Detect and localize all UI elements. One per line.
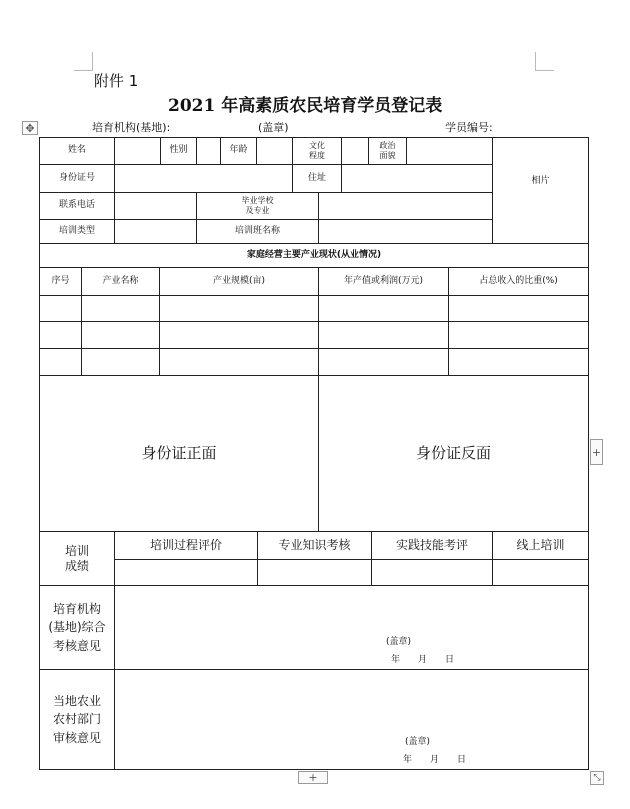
politics-field[interactable] bbox=[407, 138, 492, 164]
class-name-label: 培训班名称 bbox=[234, 225, 280, 236]
crop-mark-top-right-h bbox=[535, 70, 554, 71]
gender-label: 性别 bbox=[169, 145, 188, 156]
review-institution-date: 年 月 日 bbox=[391, 655, 455, 665]
phone-field[interactable] bbox=[115, 193, 196, 219]
name-field[interactable] bbox=[115, 138, 160, 164]
training-header-process: 培训过程评价 bbox=[149, 538, 222, 552]
crop-mark-top-left-h bbox=[74, 70, 93, 71]
phone-label: 联系电话 bbox=[58, 200, 95, 211]
plus-icon: + bbox=[591, 445, 602, 459]
org-label: 培育机构(基地): bbox=[92, 121, 171, 134]
photo-box: 相片 bbox=[531, 176, 550, 187]
move-icon: ✥ bbox=[25, 121, 35, 135]
review-agriculture-field[interactable] bbox=[115, 670, 588, 769]
review-agriculture-label: 当地农业 农村部门 审核意见 bbox=[52, 693, 101, 745]
id-number-field[interactable] bbox=[115, 165, 292, 192]
add-column-button[interactable] bbox=[590, 439, 603, 465]
training-type-label: 培训类型 bbox=[58, 225, 95, 236]
training-header-practice: 实践技能考评 bbox=[395, 538, 468, 552]
school-field[interactable] bbox=[319, 193, 492, 219]
add-row-button[interactable] bbox=[298, 771, 328, 784]
table-resize-handle[interactable] bbox=[590, 771, 604, 785]
training-header-online: 线上培训 bbox=[516, 538, 565, 552]
page-title: 2021 年高素质农民培育学员登记表 bbox=[168, 96, 443, 116]
address-label: 住址 bbox=[307, 172, 326, 183]
resize-icon: ⤡ bbox=[593, 772, 601, 783]
training-score-row[interactable] bbox=[115, 560, 588, 585]
industry-header-name: 产业名称 bbox=[102, 275, 139, 286]
politics-label: 政治 面貌 bbox=[379, 141, 396, 160]
review-institution-field[interactable] bbox=[115, 586, 588, 669]
education-field[interactable] bbox=[342, 138, 368, 164]
training-score-label: 培训 成绩 bbox=[64, 543, 89, 573]
training-header-knowledge: 专业知识考核 bbox=[278, 538, 351, 552]
id-number-label: 身份证号 bbox=[58, 172, 95, 183]
address-field[interactable] bbox=[342, 165, 492, 192]
industry-header-scale: 产业规模(亩) bbox=[212, 275, 266, 286]
name-label: 姓名 bbox=[67, 145, 86, 156]
table-row[interactable] bbox=[40, 349, 588, 375]
stamp-label: (盖章) bbox=[258, 121, 289, 134]
table-row[interactable] bbox=[40, 296, 588, 321]
crop-mark-top-right-v bbox=[535, 52, 536, 70]
education-label: 文化 程度 bbox=[309, 141, 325, 160]
review-institution-stamp: (盖章) bbox=[386, 637, 412, 647]
crop-mark-top-left-v bbox=[92, 52, 93, 70]
review-institution-label: 培育机构 (基地)综合 考核意见 bbox=[48, 601, 106, 653]
review-agriculture-stamp: (盖章) bbox=[405, 737, 431, 747]
industry-header-index: 序号 bbox=[51, 275, 70, 286]
plus-icon: + bbox=[308, 771, 318, 784]
gender-field[interactable] bbox=[197, 138, 220, 164]
industry-header-output: 年产值或利润(万元) bbox=[343, 275, 424, 286]
student-no-label: 学员编号: bbox=[445, 121, 493, 134]
table-move-handle[interactable] bbox=[22, 121, 38, 135]
age-label: 年龄 bbox=[229, 145, 248, 156]
age-field[interactable] bbox=[257, 138, 292, 164]
id-card-front[interactable]: 身份证正面 bbox=[141, 444, 217, 463]
id-card-back[interactable]: 身份证反面 bbox=[415, 444, 491, 463]
table-row[interactable] bbox=[40, 322, 588, 348]
class-name-field[interactable] bbox=[319, 220, 492, 243]
school-label: 毕业学校 及专业 bbox=[241, 196, 274, 215]
review-agriculture-date: 年 月 日 bbox=[403, 755, 467, 765]
training-type-field[interactable] bbox=[115, 220, 196, 243]
industry-header-share: 占总收入的比重(%) bbox=[479, 275, 558, 286]
industry-section-title: 家庭经营主要产业现状(从业情况) bbox=[246, 249, 382, 260]
attachment-label: 附件 1 bbox=[94, 72, 139, 90]
